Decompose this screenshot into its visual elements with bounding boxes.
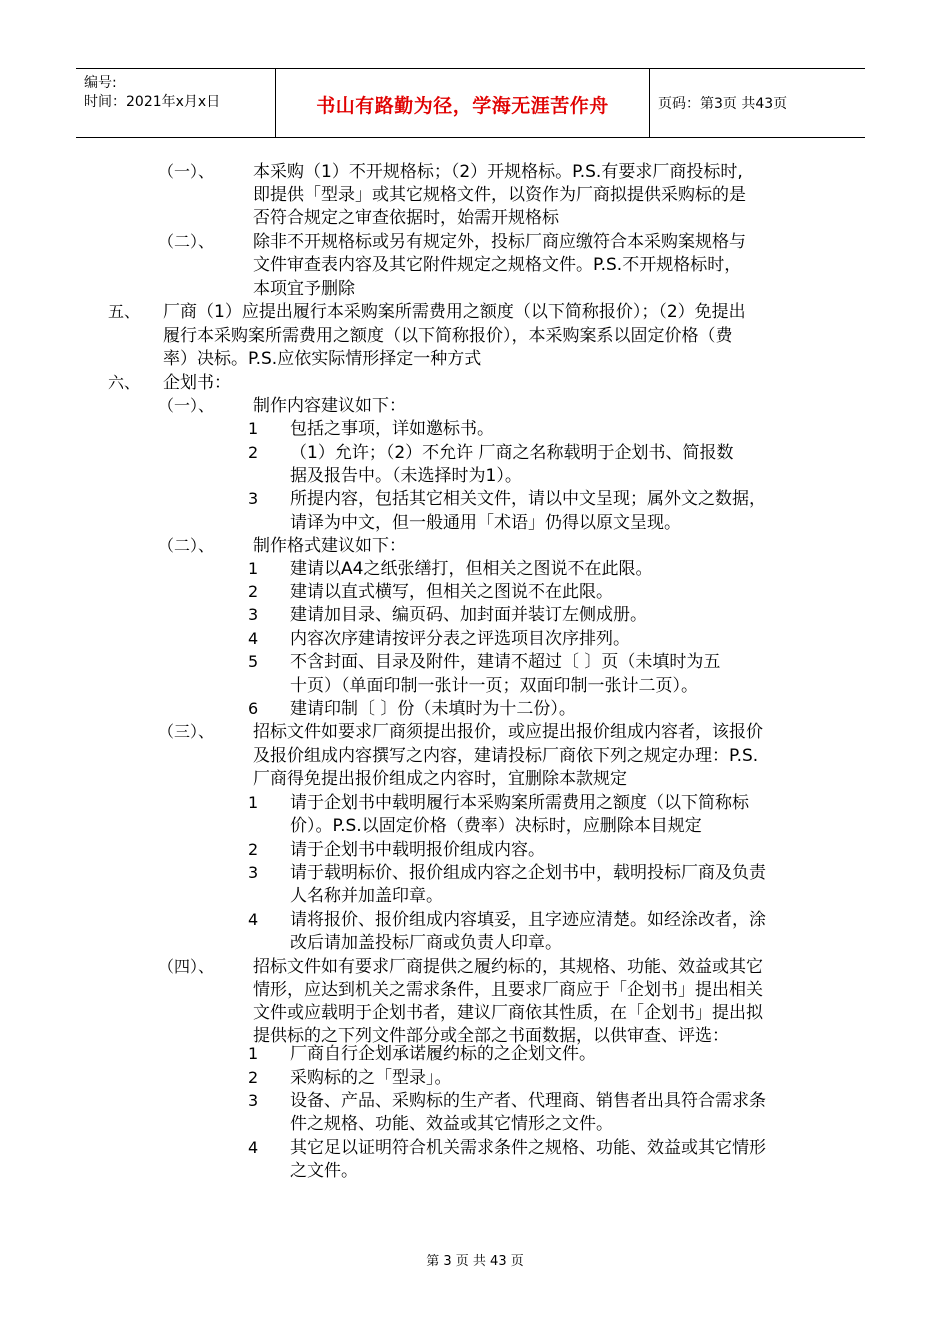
text-line: 不含封面、目录及附件，建请不超过〔 〕页（未填时为五 [290,652,721,672]
header-time: 时间：2021年x月x日 [84,94,221,110]
text-line: 建请加目录、编页码、加封面并装订左侧成册。 [290,605,647,625]
header-number: 编号: [84,75,117,91]
text-line: 请将报价、报价组成内容填妥，且字迹应清楚。如经涂改者，涂 [290,910,766,930]
text-line: 企划书： [163,373,231,393]
item-number: 4 [248,910,259,929]
item-number: 5 [248,652,259,671]
text-line: 及报价组成内容撰写之内容，建请投标厂商依下列之规定办理：P.S. [253,746,759,766]
text-line: 招标文件如有要求厂商提供之履约标的，其规格、功能、效益或其它 [253,957,763,977]
section-marker: （二）、 [158,536,215,555]
item-number: 3 [248,605,259,624]
header-divider [649,69,650,137]
text-line: 文件审查表内容及其它附件规定之规格文件。P.S.不开规格标时， [253,255,742,275]
text-line: 率）决标。P.S.应依实际情形择定一种方式 [163,349,482,369]
item-number: 6 [248,699,259,718]
text-line: 采购标的之「型录」。 [290,1068,452,1088]
item-number: 2 [248,582,259,601]
text-line: 价）。P.S.以固定价格（费率）决标时，应删除本目规定 [290,816,702,836]
section-marker: 六、 [108,373,141,392]
text-line: 请于载明标价、报价组成内容之企划书中，载明投标厂商及负责 [290,863,766,883]
text-line: （1）允许；（2）不允许 厂商之名称载明于企划书、简报数 [290,443,734,463]
text-line: 本采购（1）不开规格标；（2）开规格标。P.S.有要求厂商投标时, [253,162,743,182]
text-line: 件之规格、功能、效益或其它情形之文件。 [290,1114,613,1134]
text-line: 包括之事项，详如邀标书。 [290,419,494,439]
item-number: 2 [248,443,259,462]
text-line: 否符合规定之审查依据时，始需开规格标 [253,208,559,228]
page-header [76,68,865,138]
text-line: 厂商自行企划承诺履约标的之企划文件。 [290,1044,596,1064]
item-number: 1 [248,559,259,578]
text-line: 请于企划书中载明履行本采购案所需费用之额度（以下简称标 [290,793,749,813]
header-meta [84,74,220,112]
section-marker: （二）、 [158,232,215,251]
page-footer: 第 3 页 共 43 页 [426,1254,524,1269]
header-page-number: 页码：第3页 共43页 [658,96,788,112]
text-line: 之文件。 [290,1161,358,1181]
text-line: 除非不开规格标或另有规定外，投标厂商应缴符合本采购案规格与 [253,232,746,252]
text-line: 制作内容建议如下： [253,396,406,416]
text-line: 其它足以证明符合机关需求条件之规格、功能、效益或其它情形 [290,1138,766,1158]
text-line: 本项宜予删除 [253,279,355,299]
item-number: 2 [248,840,259,859]
text-line: 据及报告中。（未选择时为1）。 [290,466,522,486]
text-line: 内容次序建请按评分表之评选项目次序排列。 [290,629,630,649]
text-line: 履行本采购案所需费用之额度（以下简称报价），本采购案系以固定价格（费 [163,326,733,346]
section-marker: 五、 [108,302,141,321]
text-line: 建请以A4之纸张缮打，但相关之图说不在此限。 [290,559,653,579]
item-number: 2 [248,1068,259,1087]
header-motto: 书山有路勤为径，学海无涯苦作舟 [316,95,609,117]
text-line: 提供标的之下列文件部分或全部之书面数据，以供审查、评选： [253,1026,729,1046]
text-line: 十页）（单面印制一张计一页；双面印制一张计二页）。 [290,676,698,696]
text-line: 改后请加盖投标厂商或负责人印章。 [290,933,562,953]
text-line: 厂商得免提出报价组成之内容时，宜删除本款规定 [253,769,627,789]
text-line: 即提供「型录」或其它规格文件，以资作为厂商拟提供采购标的是 [253,185,746,205]
section-marker: （三）、 [158,722,215,741]
text-line: 建请以直式横写，但相关之图说不在此限。 [290,582,613,602]
text-line: 建请印制〔 〕份（未填时为十二份）。 [290,699,576,719]
section-marker: （四）、 [158,957,215,976]
text-line: 人名称并加盖印章。 [290,886,443,906]
item-number: 4 [248,1138,259,1157]
text-line: 文件或应载明于企划书者，建议厂商依其性质，在「企划书」提出拟 [253,1003,763,1023]
item-number: 3 [248,863,259,882]
item-number: 1 [248,1044,259,1063]
text-line: 厂商（1）应提出履行本采购案所需费用之额度（以下简称报价）；（2）免提出 [163,302,746,322]
item-number: 3 [248,489,259,508]
text-line: 设备、产品、采购标的生产者、代理商、销售者出具符合需求条 [290,1091,766,1111]
item-number: 1 [248,793,259,812]
item-number: 4 [248,629,259,648]
text-line: 请译为中文，但一般通用「术语」仍得以原文呈现。 [290,513,681,533]
text-line: 情形，应达到机关之需求条件，且要求厂商应于「企划书」提出相关 [253,980,763,1000]
text-line: 请于企划书中载明报价组成内容。 [290,840,545,860]
item-number: 1 [248,419,259,438]
text-line: 招标文件如要求厂商须提出报价，或应提出报价组成内容者，该报价 [253,722,763,742]
item-number: 3 [248,1091,259,1110]
section-marker: （一）、 [158,396,215,415]
text-line: 制作格式建议如下： [253,536,406,556]
text-line: 所提内容，包括其它相关文件，请以中文呈现；属外文之数据， [290,489,766,509]
section-marker: （一）、 [158,162,215,181]
